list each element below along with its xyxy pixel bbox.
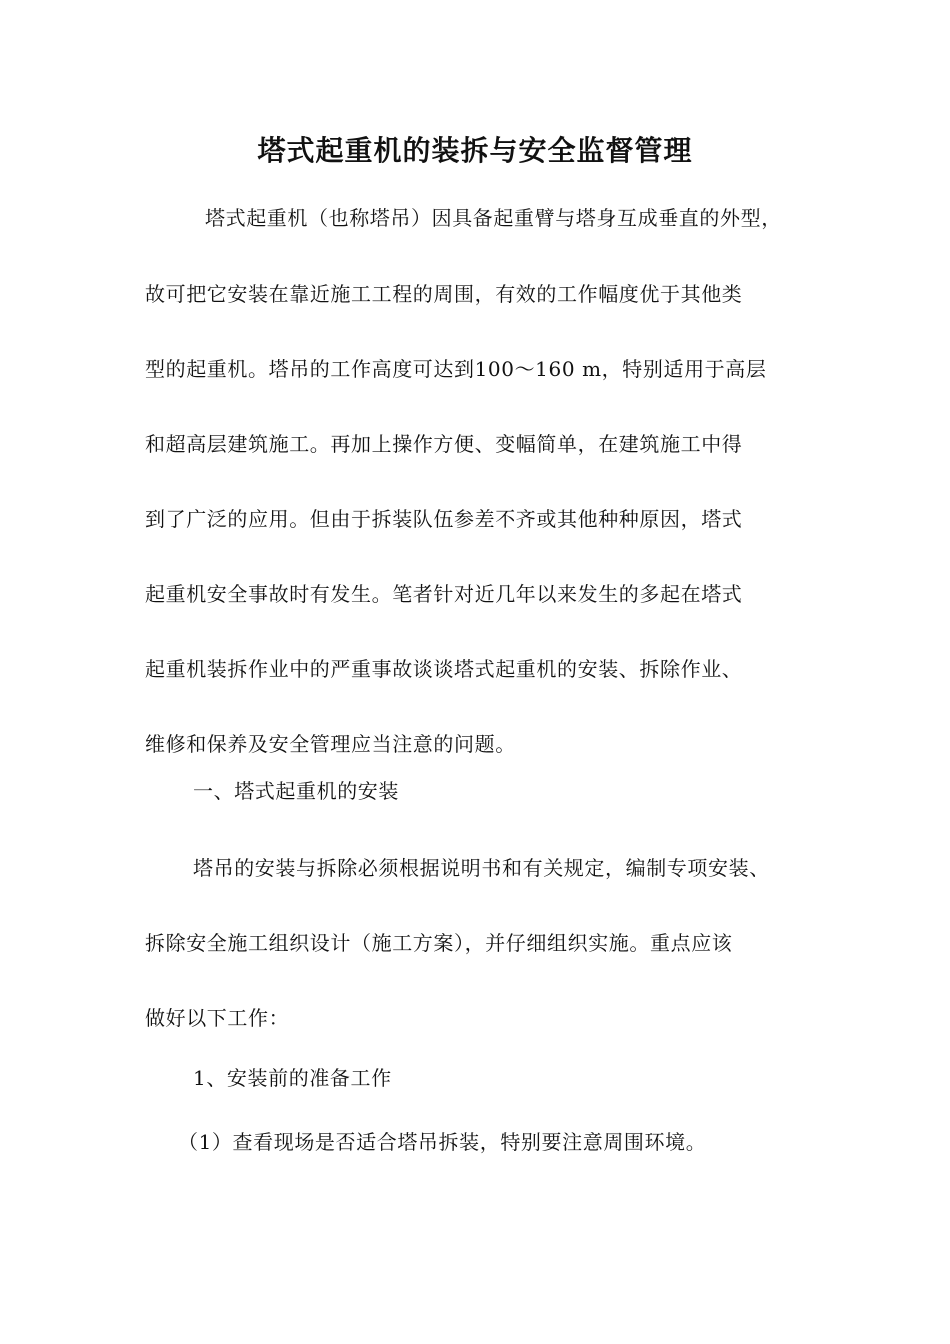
section-heading: 一、塔式起重机的安装 [193, 779, 399, 803]
paragraph-line: 拆除安全施工组织设计（施工方案），并仔细组织实施。重点应该 [145, 931, 733, 955]
paragraph-line: 和超高层建筑施工。再加上操作方便、变幅简单，在建筑施工中得 [145, 432, 743, 456]
paragraph-line: 到了广泛的应用。但由于拆装队伍参差不齐或其他种种原因，塔式 [145, 507, 743, 531]
document-title: 塔式起重机的装拆与安全监督管理 [257, 134, 693, 167]
paragraph-line: 做好以下工作： [145, 1006, 290, 1030]
paragraph-line: 塔吊的安装与拆除必须根据说明书和有关规定，编制专项安装、 [193, 856, 770, 880]
list-item: （1）查看现场是否适合塔吊拆装，特别要注意周围环境。 [178, 1130, 707, 1154]
paragraph-line: 型的起重机。塔吊的工作高度可达到100～160 m，特别适用于高层 [145, 357, 767, 381]
subsection-heading: 1、安装前的准备工作 [193, 1066, 392, 1090]
paragraph-line: 塔式起重机（也称塔吊）因具备起重臂与塔身互成垂直的外型， [205, 206, 782, 230]
paragraph-line: 起重机装拆作业中的严重事故谈谈塔式起重机的安装、拆除作业、 [145, 657, 743, 681]
paragraph-line: 维修和保养及安全管理应当注意的问题。 [145, 732, 516, 756]
paragraph-line: 故可把它安装在靠近施工工程的周围，有效的工作幅度优于其他类 [145, 282, 743, 306]
paragraph-line: 起重机安全事故时有发生。笔者针对近几年以来发生的多起在塔式 [145, 582, 743, 606]
